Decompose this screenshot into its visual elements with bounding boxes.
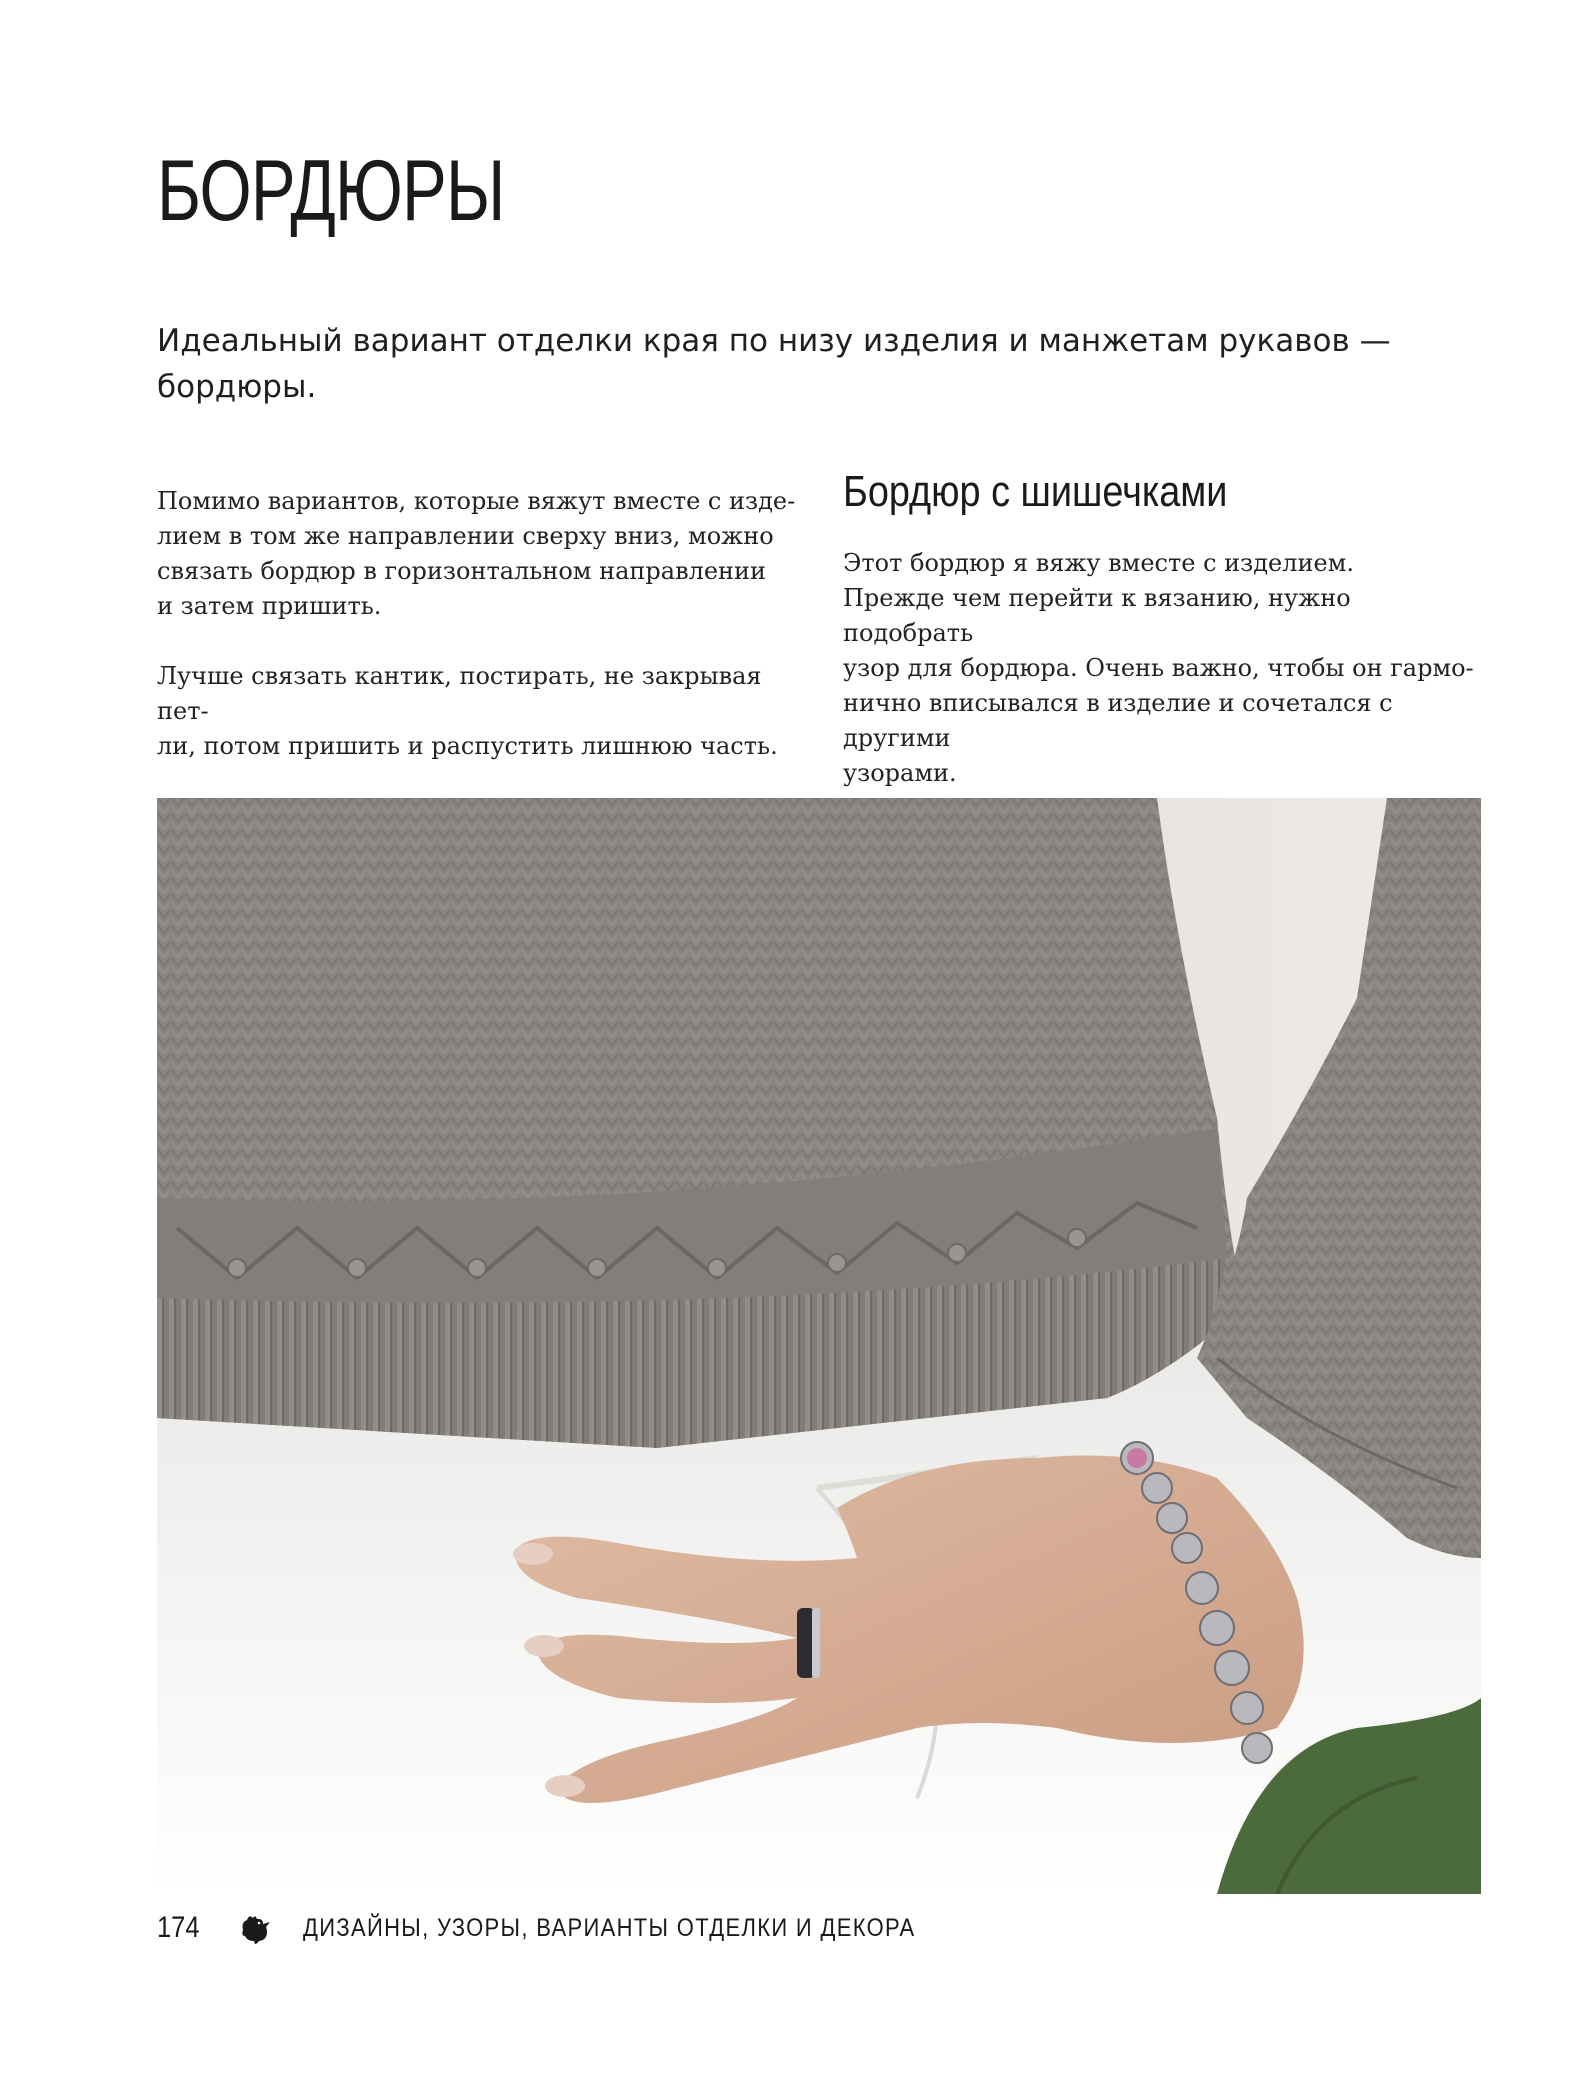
sweater-photo [157, 798, 1481, 1894]
rooster-icon [237, 1910, 273, 1946]
page-footer [157, 1906, 999, 1950]
running-head: ДИЗАЙНЫ, УЗОРЫ, ВАРИАНТЫ ОТДЕЛКИ И ДЕКОРА [303, 1913, 916, 1942]
left-paragraph-1: Помимо вариантов, которые вяжут вместе с изде- лием в том же направлении сверху вниз, можно связать бордюр в горизонтальном направлении и затем пришить. [157, 487, 796, 620]
right-column [843, 468, 1483, 791]
page-title: БОРДЮРЫ [157, 143, 505, 239]
page-number: 174 [157, 1911, 200, 1944]
left-column [157, 484, 797, 799]
lead-paragraph: Идеальный вариант отделки края по низу изделия и манжетам рукавов — бордюры. [157, 323, 1391, 405]
section-heading: Бордюр с шишечками [843, 467, 1228, 516]
right-paragraph: Этот бордюр я вяжу вместе с изделием. Прежде чем перейти к вязанию, нужно подобрать узор для бордюра. Очень важно, чтобы он гармо- нично вписывался в изделие и сочетался с другими узорами. [843, 549, 1474, 788]
left-paragraph-2: Лучше связать кантик, постирать, не закрывая пет- ли, потом пришить и распустить лишнюю часть. [157, 662, 778, 760]
